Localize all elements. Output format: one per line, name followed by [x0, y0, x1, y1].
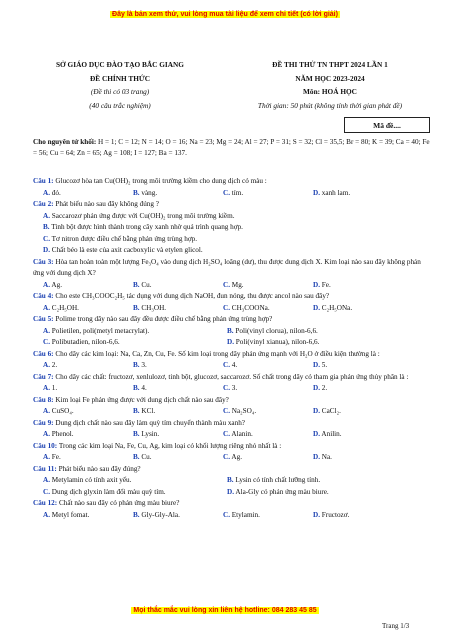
option-d: D. Na. [313, 453, 332, 461]
question-list [33, 176, 433, 521]
option-c: C. Alanin. [223, 430, 253, 438]
option-c: C. 4. [223, 361, 238, 369]
option-d: D. xanh lam. [313, 188, 351, 197]
options-3 [33, 280, 433, 292]
option-c: C. Polibutadien, nilon-6,6. [43, 338, 120, 346]
option-b: B. 3. [133, 361, 147, 369]
option-c: C. 3. [223, 384, 238, 392]
option-c: C. Na₂SO₄. [223, 407, 257, 415]
options-2 [33, 211, 433, 257]
option-b: B. Tinh bột được hình thành trong cây xanh nhờ quá trình quang hợp. [43, 223, 243, 231]
options-7 [33, 383, 433, 395]
options-10 [33, 452, 433, 464]
question-6: Câu 6: Cho dãy các kim loại: Na, Ca, Zn, Cu, Fe. Số kim loại trong dãy phản ứng mạnh với H₂O ở điều kiện thường là : [33, 349, 380, 358]
option-d: D. Fe. [313, 280, 331, 289]
department-name: SỞ GIÁO DỤC ĐÀO TẠO BẮC GIANG [56, 60, 184, 69]
option-b: B. Poli(vinyl clorua), nilon-6,6. [227, 326, 318, 335]
atomic-masses [33, 137, 431, 159]
question-4: Câu 4: Cho este CH₃COOC₂H₅ tác dụng với dung dịch NaOH, đun nóng, thu được ancol nào sau đây? [33, 292, 330, 300]
option-b: B. Cu. [133, 280, 152, 289]
page-number: Trang 1/3 [382, 622, 410, 630]
question-1: Câu 1: Glucozơ hòa tan Cu(OH)₂ trong môi trường kiềm cho dung dịch có màu : [33, 177, 267, 185]
option-a: A. đỏ. [43, 188, 61, 197]
option-c: C. Etylamin. [223, 510, 260, 519]
question-9: Câu 9: Dung dịch chất nào sau đây làm quỳ tím chuyển thành màu xanh? [33, 418, 245, 427]
duration: Thời gian: 50 phút (không tính thời gian phát đề) [257, 100, 403, 110]
options-11-row2 [33, 487, 433, 499]
subject: Môn: HOÁ HỌC [303, 87, 357, 96]
question-11: Câu 11: Phát biểu nào sau đây đúng? [33, 464, 141, 473]
option-b: B. Cu. [133, 453, 152, 461]
option-c: C. Dung dịch glyxin làm đổi màu quỳ tím. [43, 487, 166, 496]
option-a: A. Metyl fomat. [43, 510, 90, 519]
option-b: B. Lysin có tính chất lưỡng tính. [227, 476, 321, 484]
option-d: D. 2. [313, 384, 328, 392]
exam-code-box: Mã đề.... [344, 117, 430, 133]
option-a: A. 1. [43, 384, 58, 392]
option-b: B. 4. [133, 384, 147, 392]
option-d: D. CaCl₂. [313, 407, 341, 415]
option-a: A. Polietilen, poli(metyl metacrylat). [43, 326, 150, 335]
option-a: A. Phenol. [43, 430, 74, 438]
option-c: C. Ag. [223, 453, 242, 461]
option-d: D. Anilin. [313, 430, 342, 438]
question-3: Câu 3: Hòa tan hoàn toàn một lượng Fe₃O₄ vào dung dịch H₂SO₄ loãng (dư), thu được dung dịch X. Kim loại nào sau đây không phản ứng với dung dịch X? [33, 257, 421, 277]
option-b: B. Lysin. [133, 430, 160, 438]
option-d: D. C₂H₅ONa. [313, 303, 353, 312]
option-b: B. KCl. [133, 407, 156, 415]
options-5-row1 [33, 326, 433, 338]
option-b: B. CH₃OH. [133, 303, 167, 312]
option-c: C. Tơ nitron được điều chế bằng phản ứng trùng hợp. [43, 234, 198, 243]
page-count-note: (Đề thi có 03 trang) [90, 87, 150, 96]
option-d: D. Ala-Gly có phản ứng màu biure. [227, 487, 329, 496]
options-6 [33, 360, 433, 372]
question-7: Câu 7: Cho dãy các chất: fructozơ, xenlulozơ, tinh bột, glucozơ, saccarozơ. Số chất trong dãy có tham gia phản ứng thủy phân là : [33, 372, 409, 381]
atoms-label: Cho nguyên tử khối: [33, 138, 97, 146]
option-a: A. 2. [43, 361, 58, 369]
question-8: Câu 8: Kim loại Fe phản ứng được với dung dịch chất nào sau đây? [33, 395, 229, 404]
option-a: A. C₂H₅OH. [43, 303, 79, 312]
official-label: ĐỀ CHÍNH THỨC [89, 73, 150, 83]
option-c: C. tím. [223, 188, 244, 197]
options-8 [33, 406, 433, 418]
option-a: A. Saccarozơ phản ứng được với Cu(OH)₂ trong môi trường kiềm. [43, 211, 235, 220]
option-d: D. Poli(vinyl xianua), nilon-6,6. [227, 338, 320, 346]
option-a: A. Metylamin có tính axit yếu. [43, 476, 132, 484]
options-5-row2 [33, 337, 433, 349]
atoms-values: H = 1; C = 12; N = 14; O = 16; Na = 23; Mg = 24; Al = 27; P = 31; S = 32; Cl = 35,5; Br = 80; K = 39; Ca = 40; Fe = 56; Cu = 64; Zn = 65; Ag = 108; I = 127; Ba = 137. [33, 138, 430, 157]
option-d: D. Fructozơ. [313, 510, 350, 519]
option-b: B. Gly-Gly-Ala. [133, 510, 180, 519]
option-d: D. 5. [313, 361, 328, 369]
question-5: Câu 5: Polime trong dãy nào sau đây đều được điều chế bằng phản ứng trùng hợp? [33, 315, 273, 323]
option-a: A. Fe. [43, 453, 61, 461]
question-12: Câu 12: Chất nào sau đây có phản ứng màu biure? [33, 499, 180, 507]
option-d: D. Chất béo là este của axit cacboxylic và etylen glicol. [43, 246, 203, 254]
question-10: Câu 10: Trong các kim loại Na, Fe, Cu, Ag, kim loại có khối lượng riêng nhỏ nhất là : [33, 441, 282, 450]
question-count-note: (40 câu trắc nghiệm) [89, 100, 151, 110]
left-header [20, 58, 220, 112]
option-c: C. CH₃COONa. [223, 303, 270, 312]
options-12 [33, 510, 433, 522]
option-a: A. Ag. [43, 280, 62, 289]
option-b: B. vàng. [133, 188, 158, 197]
exam-title: ĐỀ THI THỬ TN THPT 2024 LẦN 1 [272, 60, 388, 69]
option-a: A. CuSO₄. [43, 407, 74, 415]
option-c: C. Mg. [223, 280, 244, 289]
options-1 [33, 188, 433, 200]
options-4 [33, 303, 433, 315]
right-header [232, 58, 428, 112]
options-11-row1 [33, 475, 433, 487]
options-9 [33, 429, 433, 441]
hotline-footer: Mọi thắc mắc vui lòng xin liên hệ hotline: 084 283 45 85 [133, 607, 317, 614]
school-year: NĂM HỌC 2023-2024 [295, 73, 365, 83]
question-2: Câu 2: Phát biểu nào sau đây không đúng ? [33, 200, 159, 208]
preview-banner: Đây là bản xem thử, vui lòng mua tài liệu để xem chi tiết (có lời giải) [112, 11, 338, 18]
